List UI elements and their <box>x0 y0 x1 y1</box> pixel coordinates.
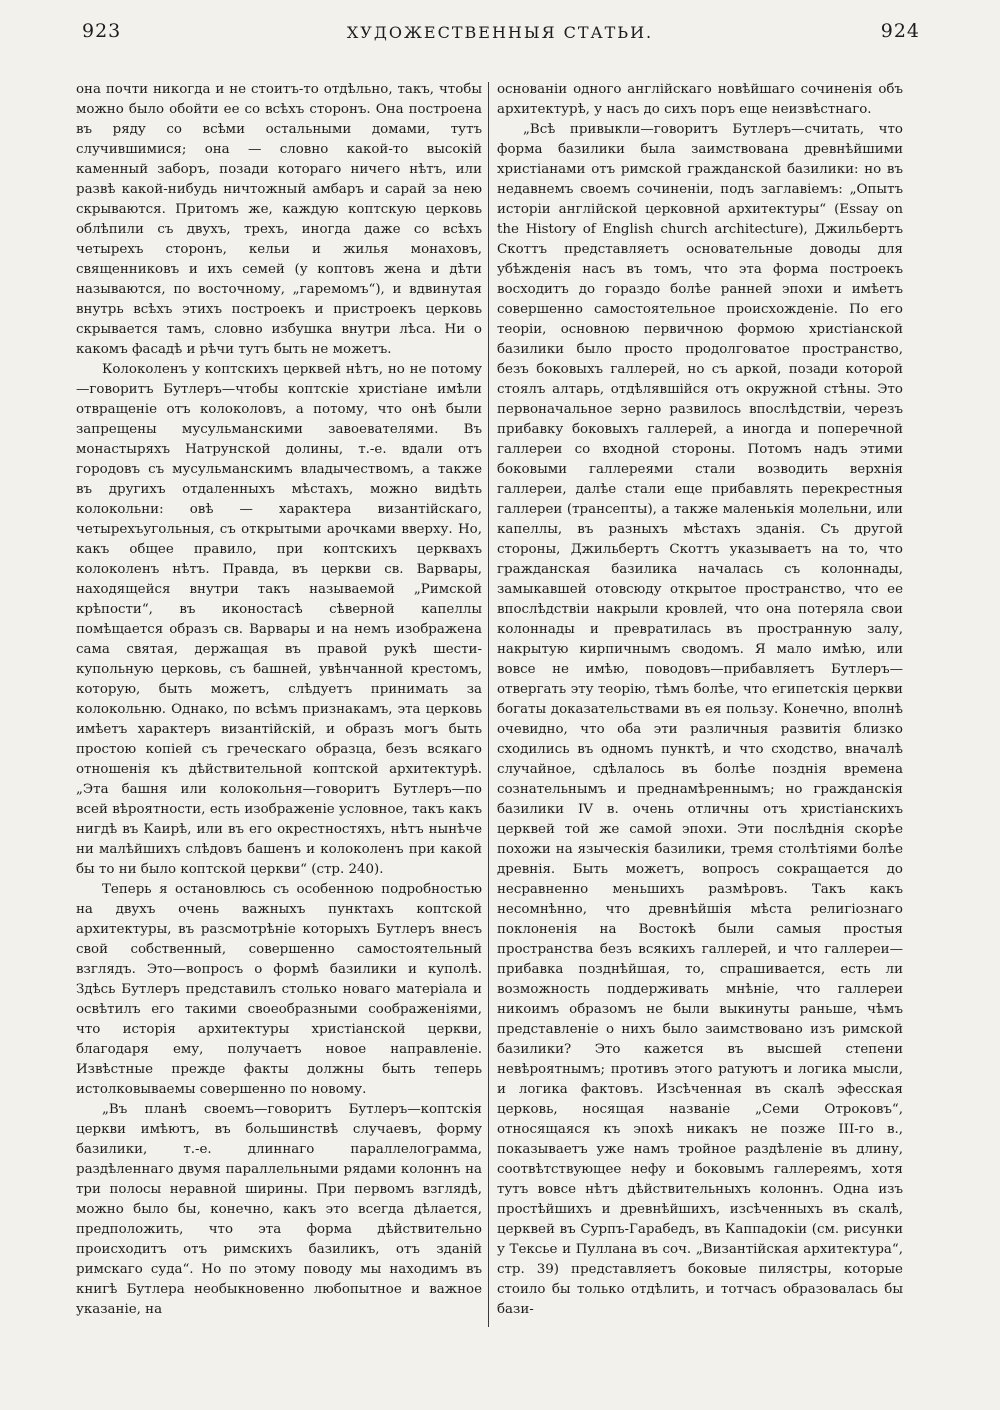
column-divider <box>488 82 489 1327</box>
paragraph: „Всѣ привыкли—говоритъ Бутлеръ—считать, что форма базилики была заимствована древнѣйшими христіанами отъ римской гражданской базилики: но въ недавнемъ своемъ сочиненіи, подъ заглавіемъ: „Опытъ исторіи англійской церковной архитектуры“ (Essay on the History of English church architecture), Джильбертъ Скоттъ представляетъ основательные доводы для убѣжденія насъ въ томъ, что эта форма построекъ восходитъ до гораздо болѣе ранней эпохи и имѣетъ совершенно самостоятельное происхожденіе. По его теоріи, основною первичною формою христіанской базилики было просто продолговатое пространство, безъ боковыхъ галлерей, но съ аркой, позади которой стоялъ алтарь, отдѣлявшійся отъ окружной стѣны. Это первоначальное зерно развилось впослѣдствіи, черезъ прибавку боковыхъ галлерей, а иногда и поперечной галлереи со входной стороны. Потомъ надъ этими боковыми галлереями стали возводить верхнія галлереи, далѣе стали еще прибавлять перекрестныя галлереи (трансепты), а также маленькія молельни, или капеллы, въ разныхъ мѣстахъ зданія. Съ другой стороны, Джильбертъ Скоттъ указываетъ на то, что гражданская базилика началась съ колоннады, замыкавшей отовсюду открытое пространство, что ее впослѣдствіи накрыли кровлей, что она потеряла свои колоннады и превратилась въ пространную залу, накрытую кирпичнымъ сводомъ. Я мало имѣю, или вовсе не имѣю, поводовъ—прибавляетъ Бутлеръ—отвергать эту теорію, тѣмъ болѣе, что египетскія церкви богаты доказательствами въ ея пользу. Конечно, вполнѣ очевидно, что оба эти различныя развитія близко сходились въ одномъ пунктѣ, и что сходство, вначалѣ случайное, сдѣлалось въ болѣе позднія времена сознательнымъ и преднамѣреннымъ; но гражданскія базилики IV в. очень отличны отъ христіанскихъ церквей той же самой эпохи. Эти послѣднія скорѣе похожи на языческія базилики, тремя столѣтіями болѣе древнія. Быть можетъ, вопросъ сокращается до несравненно меньшихъ размѣровъ. Такъ какъ несомнѣнно, что древнѣйшія мѣста религіознаго поклоненія на Востокѣ были самыя простыя пространства безъ всякихъ галлерей, и что галлереи—прибавка позднѣйшая, то, спрашивается, есть ли возможность поддерживать мнѣніе, что галлереи никоимъ образомъ не были выкинуты раньше, чѣмъ представленіе о нихъ было заимствовано изъ римской базилики? Это кажется въ высшей степени невѣроятнымъ; противъ этого ратуютъ и логика мысли, и логика фактовъ. Изсѣченная въ скалѣ эфесская церковь, носящая названіе „Семи Отроковъ“, относящаяся къ эпохѣ никакъ не позже III-го в., показываетъ уже намъ тройное раздѣленіе въ длину, соотвѣтствующее нефу и боковымъ галлереямъ, хотя тутъ вовсе нѣтъ дѣйствительныхъ колоннъ. Одна изъ простѣйшихъ и древнѣйшихъ, изсѣченныхъ въ скалѣ, церквей въ Сурпъ-Гарабедъ, въ Каппадокіи (см. рисунки у Тексье и Пуллана въ соч. „Византійская архитектура“, стр. 39) представляетъ боковые пилястры, которые стоило бы только отдѣлить, и тотчасъ образовалась бы бази- <box>497 122 903 1317</box>
page-number-left: 923 <box>82 20 122 42</box>
running-title: ХУДОЖЕСТВЕННЫЯ СТАТЬИ. <box>346 23 654 42</box>
left-column <box>76 80 482 1320</box>
paragraph: „Въ планѣ своемъ—говоритъ Бутлеръ—коптскія церкви имѣютъ, въ большинствѣ случаевъ, форму базилики, т.-е. длиннаго параллелограмма, раздѣленнаго двумя параллельными рядами колоннъ на три полосы неравной ширины. При первомъ взглядѣ, можно было бы, конечно, какъ это всегда дѣлается, предположить, что эта форма дѣйствительно происходитъ отъ римскихъ базиликъ, отъ зданій римскаго суда“. Но по этому поводу мы находимъ въ книгѣ Бутлера необыкновенно любопытное и важное указаніе, на <box>76 1102 482 1317</box>
right-column <box>497 80 903 1320</box>
page-number-right: 924 <box>880 20 920 42</box>
paragraph: она почти никогда и не стоитъ-то отдѣльно, такъ, чтобы можно было обойти ее со всѣхъ сторонъ. Она построена въ ряду со всѣми остальными домами, тутъ случившимися; она — словно какой-то высокій каменный заборъ, позади котораго ничего нѣтъ, или развѣ какой-нибудь ничтожный амбаръ и сарай за нею скрываются. Притомъ же, каждую коптскую церковь облѣпили съ двухъ, трехъ, иногда даже со всѣхъ четырехъ сторонъ, кельи и жилья монаховъ, священниковъ и ихъ семей (у коптовъ жена и дѣти называются, по восточному, „гаремомъ“), и вдвинутая внутрь всѣхъ этихъ построекъ и пристроекъ церковь скрывается тамъ, словно избушка внутри лѣса. Ни о какомъ фасадѣ и рѣчи тутъ быть не можетъ. <box>76 82 482 357</box>
paragraph: Колоколенъ у коптскихъ церквей нѣтъ, но не потому—говоритъ Бутлеръ—чтобы коптскіе христіане имѣли отвращеніе отъ колоколовъ, а потому, что онѣ были запрещены мусульманскими завоевателями. Въ монастыряхъ Натрунской долины, т.-е. вдали отъ городовъ съ мусульманскимъ владычествомъ, а также въ другихъ отдаленныхъ мѣстахъ, можно видѣть колокольни: овѣ — характера византійскаго, четырехъугольныя, съ открытыми арочками вверху. Но, какъ общее правило, при коптскихъ церквахъ колоколенъ нѣтъ. Правда, въ церкви св. Варвары, находящейся внутри такъ называемой „Римской крѣпости“, въ иконостасѣ сѣверной капеллы помѣщается образъ св. Варвары и на немъ изображена сама святая, держащая въ правой рукѣ шести-купольную церковь, съ башней, увѣнчанной крестомъ, которую, быть можетъ, слѣдуетъ принимать за колокольню. Однако, по всѣмъ признакамъ, эта церковь имѣетъ характеръ византійскій, и образъ могъ быть простою копіей съ греческаго образца, безъ всякаго отношенія къ дѣйствительной коптской архитектурѣ. „Эта башня или колокольня—говоритъ Бутлеръ—по всей вѣроятности, есть изображеніе условное, такъ какъ нигдѣ въ Каирѣ, или въ его окрестностяхъ, нѣтъ нынѣче ни малѣйшихъ слѣдовъ башенъ и колоколенъ при какой бы то ни было коптской церкви“ (стр. 240). <box>76 362 482 877</box>
paragraph: Теперь я остановлюсь съ особенною подробностью на двухъ очень важныхъ пунктахъ коптской архитектуры, въ разсмотрѣніе которыхъ Бутлеръ внесъ свой собственный, совершенно самостоятельный взглядъ. Это—вопросъ о формѣ базилики и куполѣ. Здѣсь Бутлеръ представилъ столько новаго матеріала и освѣтилъ его такими своеобразными соображеніями, что исторія архитектуры христіанской церкви, благодаря ему, получаетъ новое направленіе. Извѣстные прежде факты должны быть теперь истолковываемы совершенно по новому. <box>76 882 482 1097</box>
paragraph: основаніи одного англійскаго новѣйшаго сочиненія объ архитектурѣ, у насъ до сихъ поръ еще неизвѣстнаго. <box>497 82 903 117</box>
